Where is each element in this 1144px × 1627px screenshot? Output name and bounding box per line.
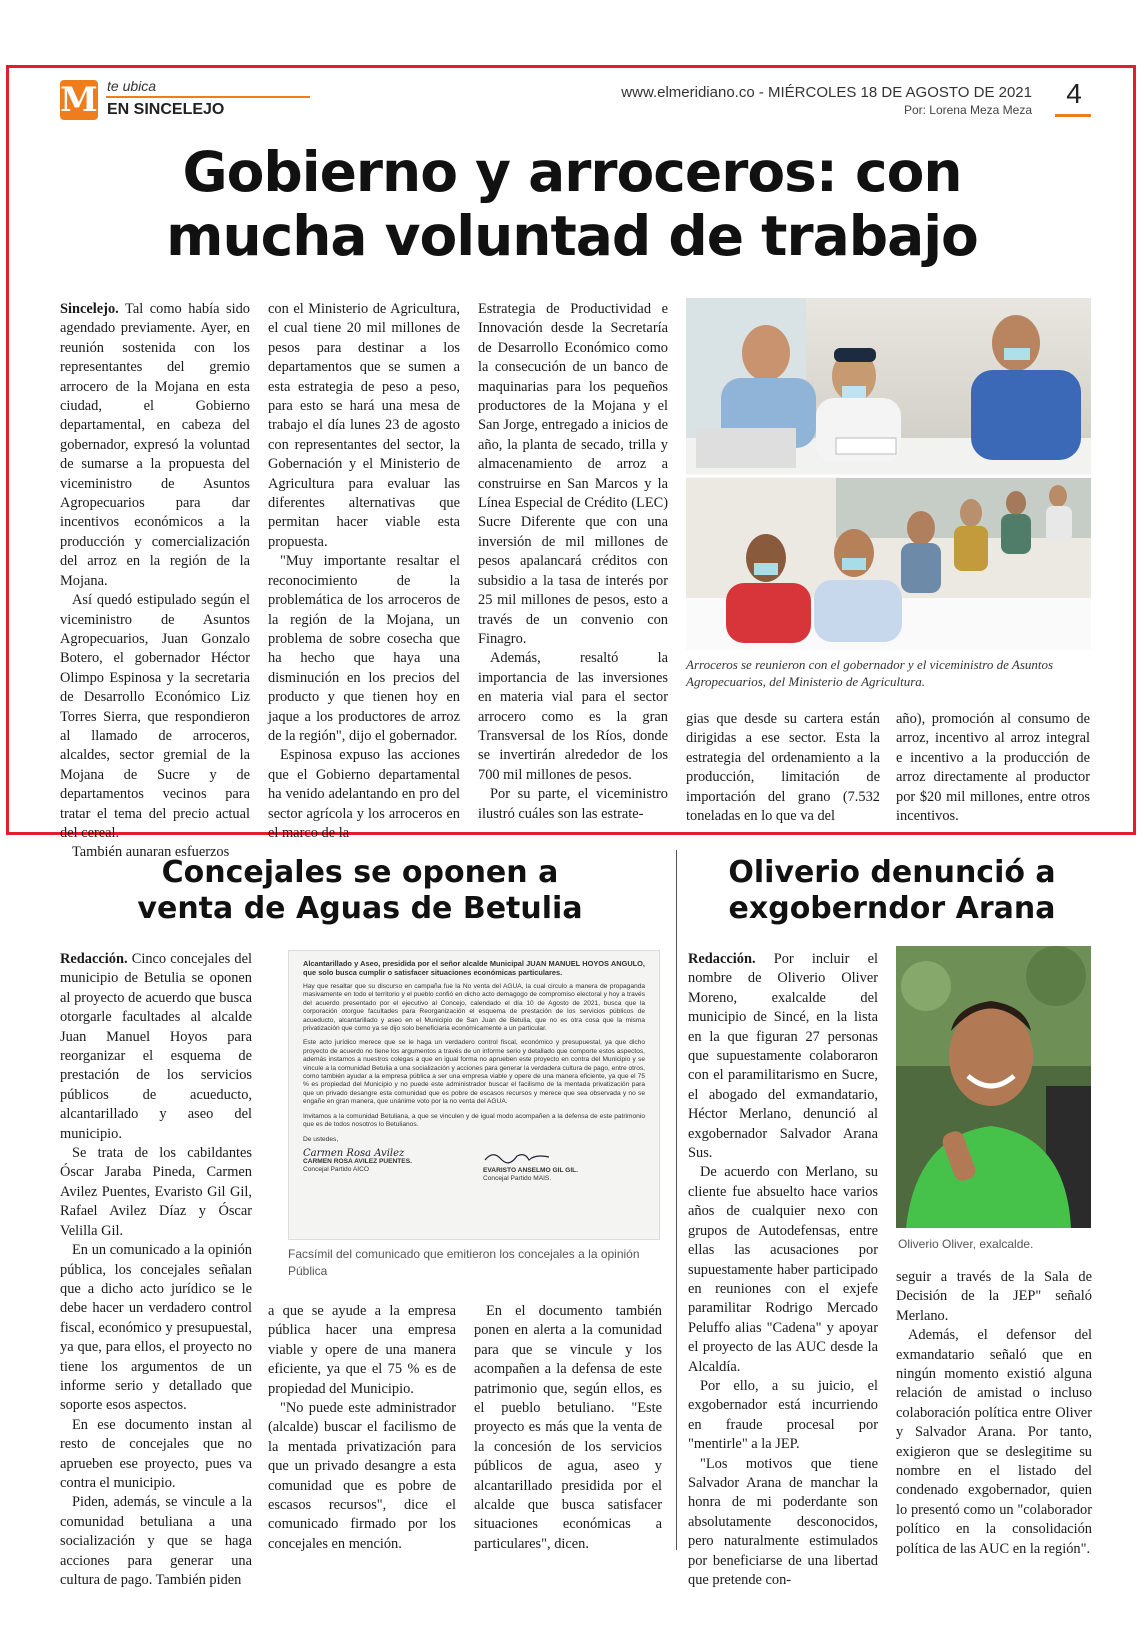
paragraph-text: De acuerdo con Merlano, su cliente fue absuelto hace varios años de cualquier nexo con grupos de Autodefensas, entre ellas las acusaciones por supuestamente haber participado en reuniones con el exjefe paramilitar Rodrigo Mercado Peluffo alias "Cadena" y apoyar el proyecto de las AUC desde la Alcaldía. xyxy=(688,1164,878,1375)
paragraph xyxy=(688,950,878,1163)
page-number: 4 xyxy=(1066,78,1082,109)
paragraph xyxy=(268,300,460,552)
story3-headline xyxy=(692,855,1092,927)
story3-headline-line2: exgoberndor Arana xyxy=(728,891,1056,926)
paragraph xyxy=(268,746,460,843)
arroceros-meeting-photo xyxy=(686,298,1091,650)
paragraph-text: Cinco concejales del municipio de Betulia se oponen al proyecto de acuerdo que busca otorgarle facultades al alcalde Juan Manuel Hoyos para reorganizar el esquema de prestación de los servicios públicos de acueducto, alcantarillado y aseo del municipio. xyxy=(60,951,252,1142)
signature-1-name: CARMEN ROSA AVILEZ PUENTES. xyxy=(303,1157,412,1165)
paragraph-text: Por incluir el nombre de Oliverio Oliver Moreno, exalcalde del municipio de Sincé, en la lista en la que figuran 27 personas que supuestamente colaboraron con el paramilitarismo en Sucre, el abogado del exmandatario, Héctor Merlano, denunció al exgobernador Salvador Arana Sus. xyxy=(688,951,878,1162)
paragraph-text: "No puede este administrador (alcalde) buscar el facilismo de la mentada privatización para que un privado desangre a esta comunidad que es pobre de escasos recursos", dice el comunicado firmado por los concejales en mención. xyxy=(268,1400,456,1552)
paragraph-lead: Redacción. xyxy=(60,951,128,967)
paragraph xyxy=(268,552,460,746)
story3-column-2 xyxy=(896,1268,1092,1559)
story3-column-1 xyxy=(688,950,878,1590)
paragraph xyxy=(688,1163,878,1376)
paragraph-text: "Los motivos que tiene Salvador Arana de manchar la honra de mi poderdante son absolutamente desconocidos, pero naturalmente estimulados por beneficiarse de una libertad que pretende con- xyxy=(688,1455,878,1588)
paragraph-text: En un comunicado a la opinión pública, los concejales señalan que a dicho acto jurídico se le debe hacer un verdadero control fiscal, económico y presupuestal, ya que, para ellos, el proyecto no tiene los argumentos de un informe serio y detallado que soporte esos aspectos. xyxy=(60,1242,252,1414)
meeting-photo-illustration xyxy=(686,298,1091,650)
section-kicker: te ubica xyxy=(107,78,157,94)
paragraph xyxy=(478,649,668,785)
paragraph xyxy=(268,1399,456,1554)
paragraph-text: Espinosa expuso las acciones que el Gobierno departamental ha venido adelantando en pro del sector agrícola y los arroceros en el marco de la xyxy=(268,747,460,841)
paragraph-text: Además, el defensor del exmandatario señaló que en ningún momento existió alguna relación de amistad o incluso colaboración política entre Oliver y Salvador Arana. Por tanto, exigieron que se deslegitime su nombre en el listado del condenado exgobernador, quien lo presentó como un "colaborador político en la consolidación política de las AUC en la región". xyxy=(896,1327,1092,1557)
paragraph-text: Estrategia de Productividad e Innovación desde la Secretaría de Desarrollo Económico como la consecución de un banco de maquinarias para los pequeños productores de la Mojana y el San Jorge, entregado a inicios de año, la planta de secado, trilla y almacenamiento de arroz a construirse en San Marcos y la Línea Especial de Crédito (LEC) Sucre Diferente que con una inversión de mil millones de pesos apalancará créditos con subsidio a la tasa de interés por 25 mil millones de pesos, esto a través de un convenio con Finagro. xyxy=(478,301,668,647)
paragraph-text: En el documento también ponen en alerta a la comunidad para que se vincule y los acompañen a la defensa de este patrimonio que, según ellos, es el pueblo betuliano. "Este proyecto es más que la venta de la concesión de los servicios públicos de agua, aseo y alcantarillado presidida por el alcalde que busca satisfacer situaciones económicas a particulares", dicen. xyxy=(474,1303,662,1552)
dateline: www.elmeridiano.co - MIÉRCOLES 18 DE AGOSTO DE 2021 xyxy=(621,84,1032,101)
story2-headline xyxy=(60,855,660,927)
paragraph xyxy=(474,1302,662,1554)
paragraph xyxy=(688,1377,878,1455)
paragraph xyxy=(268,1302,456,1399)
communique-facsimile xyxy=(288,950,660,1240)
paragraph xyxy=(60,591,250,843)
paragraph-text: En ese documento instan al resto de concejales que no aprueben ese proyecto, pues va contra el municipio. xyxy=(60,1416,252,1491)
signature-block-2 xyxy=(483,1150,653,1183)
paragraph-text: año), promoción al consumo de arroz, incentivo al arroz integral e incentivo a la producción de arroz directamente al productor por $20 mil millones, entre otros incentivos. xyxy=(896,711,1090,825)
paragraph xyxy=(478,785,668,824)
paragraph-text: gias que desde su cartera están dirigidas a ese sector. Esta la estrategia del ordenamiento a la producción, limitación de importación del grano (7.532 toneladas en lo que va del xyxy=(686,711,880,825)
story2-headline-line2: venta de Aguas de Betulia xyxy=(137,891,583,926)
main-headline xyxy=(40,140,1104,268)
paragraph-lead: Redacción. xyxy=(688,951,756,967)
paragraph-text: Piden, además, se vincule a la comunidad betuliana a una socialización y que se haga acciones para generar una cultura de pago. También piden xyxy=(60,1494,252,1588)
paragraph xyxy=(478,300,668,649)
paragraph xyxy=(60,300,250,591)
portrait-illustration xyxy=(896,946,1091,1228)
paragraph xyxy=(60,1493,252,1590)
main-story-column-5 xyxy=(896,710,1090,826)
signature-2-scribble xyxy=(483,1150,553,1164)
byline: Por: Lorena Meza Meza xyxy=(903,103,1032,117)
story2-headline-line1: Concejales se oponen a xyxy=(161,855,559,890)
facsimile-caption: Facsímil del comunicado que emitieron los concejales a la opinión Pública xyxy=(288,1247,640,1278)
paragraph xyxy=(60,950,252,1144)
facsimile-paragraph-2: Este acto jurídico merece que se le haga un verdadero control fiscal, económico y presupuestal, ya que dicho proyecto de acuerdo no tiene los argumentos a través de un informe serio y detallado que comporte estos aspectos, además instamos a nuestros colegas a que en igual forma no aprueben este proyecto en contra del Municipio y se vincule a la comunidad Betulia a una socialización y acciones para generar la verdadera cultura de pago, entre otros, como también ayudar a la empresa pública a ser una empresa viable y opere de una manera eficiente, ya que el 75 % es propiedad del Municipio y no puede este administrador buscar el facilismo de la mentada privatización para que un privado desangre esta comunidad que es pobre de escasos recursos y merece que sea observada y no se engañe en gran manera, que unánime voto por la no venta del AGUA. xyxy=(303,1039,645,1106)
main-headline-line2: mucha voluntad de trabajo xyxy=(166,204,978,268)
paragraph-text: seguir a través de la Sala de Decisión de la JEP" señaló Merlano. xyxy=(896,1269,1092,1324)
signature-1-role: Concejal Partido AICO xyxy=(303,1165,369,1173)
el-meridiano-logo: M xyxy=(60,80,98,120)
page-number-rule xyxy=(1055,114,1091,117)
signature-2-name: EVARISTO ANSELMO GIL GIL. xyxy=(483,1166,579,1174)
main-story-column-1 xyxy=(60,300,250,863)
column-divider xyxy=(676,850,677,1550)
signature-block-1 xyxy=(303,1147,463,1174)
paragraph-text: "Muy importante resaltar el reconocimiento de la problemática de los arroceros de la región de la Mojana, un problema de sobre cosecha que ha hecho que haya una disminución en los precios del producto y que tienen hoy en jaque a los productores de arroz de la región", dijo el gobernador. xyxy=(268,553,460,744)
story3-headline-line1: Oliverio denunció a xyxy=(728,855,1056,890)
paragraph-text: Así quedó estipulado según el viceministro de Asuntos Agropecuarios, Juan Gonzalo Botero, el gobernador Héctor Olimpo Espinosa y la secretaria de Desarrollo Económico Liz Torres Sierra, que respondieron al llamado de arroceros, alcaldes, sector gremial de la Mojana de Sucre y de departamentos vecinos para tratar el tema del precio actual del cereal. xyxy=(60,592,250,841)
main-story-column-3 xyxy=(478,300,668,824)
paragraph xyxy=(686,710,880,826)
main-photo-caption: Arroceros se reunieron con el gobernador y el viceministro de Asuntos Agropecuarios, del Ministerio de Agricultura. xyxy=(686,657,1054,689)
main-headline-line1: Gobierno y arroceros: con xyxy=(182,140,962,204)
paragraph xyxy=(688,1455,878,1591)
paragraph xyxy=(896,1268,1092,1326)
paragraph xyxy=(60,1416,252,1494)
paragraph xyxy=(896,1326,1092,1559)
paragraph xyxy=(60,1241,252,1416)
paragraph-text: Además, resaltó la importancia de las inversiones en materia vial para el sector arrocero como es la gran Transversal de los Ríos, donde se invertirán alrededor de los 700 mil millones de pesos. xyxy=(478,650,668,783)
main-story-column-4 xyxy=(686,710,880,826)
section-name: EN SINCELEJO xyxy=(107,101,225,118)
facsimile-paragraph-3: Invitamos a la comunidad Betuliana, a que se vinculen y de igual modo acompañen a la defensa de este patrimonio que es de todos nosotros lo Betulianos. xyxy=(303,1112,645,1129)
paragraph xyxy=(60,1144,252,1241)
story3-photo-caption: Oliverio Oliver, exalcalde. xyxy=(898,1237,1034,1251)
oliverio-oliver-photo xyxy=(896,946,1091,1228)
paragraph-text: Por su parte, el viceministro ilustró cuáles son las estrate- xyxy=(478,786,668,822)
facsimile-paragraph-1: Hay que resaltar que su discurso en campaña fue la No venta del AGUA, la cual circulo a manera de propaganda masivamente en todo el territorio y el pueblo confió en dicho acto demagogo de compromiso electoral y hoy a través del acuerdo presentado por el ejecutivo al Concejo, calendado el día 10 de Agosto de 2021, busca que la corporación otorgue facultades para Reorganización el esquema de prestación de los servicios públicos de acueducto, alcantarillado y aseo en el Municipio de San Juan de Betulia, que no es otra cosa que la misma privatización que como ya se dijo solo beneficiaria económicamente a un particular. xyxy=(303,983,645,1033)
section-rule xyxy=(106,96,310,98)
paragraph-text: Tal como había sido agendado previamente. Ayer, en reunión sostenida con los representantes del gremio arrocero de la Mojana en esta ciudad, el Gobierno departamental, en cabeza del gobernador, expresó la voluntad de sumarse a la propuesta del viceministro de Asuntos Agropecuarios para dar incentivos económicos a la producción y comercialización del arroz en la región de la Mojana. xyxy=(60,301,250,589)
paragraph-text: a que se ayude a la empresa pública hacer una empresa viable y opere de una manera eficiente, ya que el 75 % es de propiedad del Municipio. xyxy=(268,1303,456,1397)
paragraph-text: con el Ministerio de Agricultura, el cual tiene 20 mil millones de pesos para destinar a los departamentos que se sumen a esta estrategia de peso a peso, para esto se hará una mesa de trabajo el día lunes 23 de agosto con representantes del sector, la Gobernación y el Ministerio de Agricultura para evaluar las diferentes alternativas que permitan hacer viable esta propuesta. xyxy=(268,301,460,550)
paragraph-text: También aunaran esfuerzos xyxy=(72,844,230,861)
story2-column-1 xyxy=(60,950,252,1590)
signature-2-role: Concejal Partido MAIS. xyxy=(483,1174,552,1182)
signature-1-script: Carmen Rosa Avilez xyxy=(303,1147,405,1159)
paragraph-text: Se trata de los cabildantes Óscar Jaraba Pineda, Carmen Avilez Puentes, Evaristo Gil Gil, Rafael Avilez Díaz y Óscar Velilla Gil. xyxy=(60,1145,252,1239)
story2-column-3 xyxy=(474,1302,662,1554)
facsimile-title: Alcantarillado y Aseo, presidida por el señor alcalde Municipal JUAN MANUEL HOYOS ANGULO, que solo busca cumplir o satisfacer situaciones económicas particulares. xyxy=(303,959,645,977)
facsimile-salute: De ustedes, xyxy=(303,1135,339,1143)
paragraph-text: Por ello, a su juicio, el exgobernador está incurriendo en fraude procesal por "mentirle" a la JEP. xyxy=(688,1377,878,1453)
paragraph xyxy=(896,710,1090,826)
paragraph-lead: Sincelejo. xyxy=(60,301,119,317)
story2-column-2 xyxy=(268,1302,456,1554)
main-story-column-2 xyxy=(268,300,460,843)
